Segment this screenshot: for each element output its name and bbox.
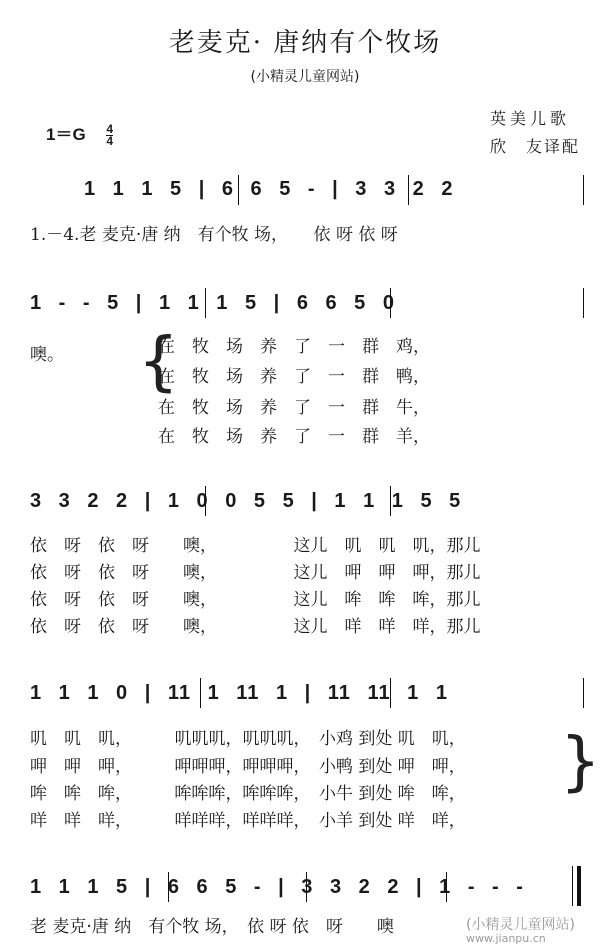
barline xyxy=(583,678,584,708)
time-sig-bottom: 4 xyxy=(106,134,114,149)
verse-line: 在 牧 场 养 了 一 群 鸡， xyxy=(158,337,430,357)
barline xyxy=(168,872,169,902)
barline xyxy=(306,872,307,902)
page-title: 老麦克· 唐纳有个牧场 xyxy=(168,28,442,58)
source-note: (小精灵儿童网站) xyxy=(250,69,360,85)
lyrics-line-1: 1.－4.老 麦克·唐 纳 有个牧 场， 依 呀 依 呀 xyxy=(30,225,398,245)
watermark-text: (小精灵儿童网站) xyxy=(466,917,575,933)
barline xyxy=(390,678,391,708)
lyrics-line-5: 老 麦克·唐 纳 有个牧 场， 依 呀 依 呀 噢 xyxy=(30,917,394,937)
watermark-url: www.jianpu.cn xyxy=(466,932,546,945)
time-sig-value xyxy=(106,124,113,147)
key-label: 1＝G xyxy=(46,125,86,144)
song-origin: 英美儿歌 xyxy=(490,109,571,128)
verse-line: 依 呀 依 呀 噢， 这儿 呷 呷 呷，那儿 xyxy=(30,563,481,583)
verse-line: 哞 哞 哞， 哞哞哞，哞哞哞， 小牛 到处 哞 哞， xyxy=(30,784,466,804)
translator-credit: 欣 友译配 xyxy=(490,137,581,156)
barline xyxy=(205,486,206,516)
verse-line: 叽 叽 叽， 叽叽叽，叽叽叽， 小鸡 到处 叽 叽， xyxy=(30,729,466,749)
verse-line: 在 牧 场 养 了 一 群 牛， xyxy=(158,398,430,418)
notation-line-3: 3 3 2 2 | 1 0 0 5 5 | 1 1 1 5 5 xyxy=(30,490,462,512)
barline xyxy=(408,175,409,205)
barline xyxy=(446,872,447,902)
barline xyxy=(583,175,584,205)
notation-line-4: 1 1 1 0 | 11 1 11 1 | 11 11 1 1 xyxy=(30,682,448,704)
barline xyxy=(200,678,201,708)
barline xyxy=(205,288,206,318)
time-sig-top: 4 xyxy=(106,122,114,137)
notation-line-5: 1 1 1 5 | 6 6 5 - | 3 3 2 2 | 1 - - - xyxy=(30,876,524,898)
verse-line: 在 牧 场 养 了 一 群 鸭， xyxy=(158,367,430,387)
verse-line: 在 牧 场 养 了 一 群 羊， xyxy=(158,427,430,447)
verse-line: 依 呀 依 呀 噢， 这儿 叽 叽 叽，那儿 xyxy=(30,536,481,556)
verse-line: 呷 呷 呷， 呷呷呷，呷呷呷， 小鸭 到处 呷 呷， xyxy=(30,757,466,777)
final-barline xyxy=(572,866,573,906)
verse-line: 依 呀 依 呀 噢， 这儿 咩 咩 咩，那儿 xyxy=(30,617,481,637)
notation-line-1: 1 1 1 5 | 6 6 5 - | 3 3 2 2 xyxy=(84,178,454,200)
barline xyxy=(238,175,239,205)
verse-brace-right: { xyxy=(560,725,601,799)
lyric-start: 噢。 xyxy=(30,345,64,365)
barline xyxy=(390,288,391,318)
verse-line: 咩 咩 咩， 咩咩咩，咩咩咩， 小羊 到处 咩 咩， xyxy=(30,811,466,831)
barline xyxy=(583,288,584,318)
time-signature xyxy=(106,124,113,147)
barline xyxy=(390,486,391,516)
notation-line-2: 1 - - 5 | 1 1 1 5 | 6 6 5 0 xyxy=(30,292,395,314)
key-signature xyxy=(46,120,113,147)
verse-brace: { xyxy=(138,325,179,399)
final-barline-thick xyxy=(577,866,581,906)
verse-line: 依 呀 依 呀 噢， 这儿 哞 哞 哞，那儿 xyxy=(30,590,481,610)
